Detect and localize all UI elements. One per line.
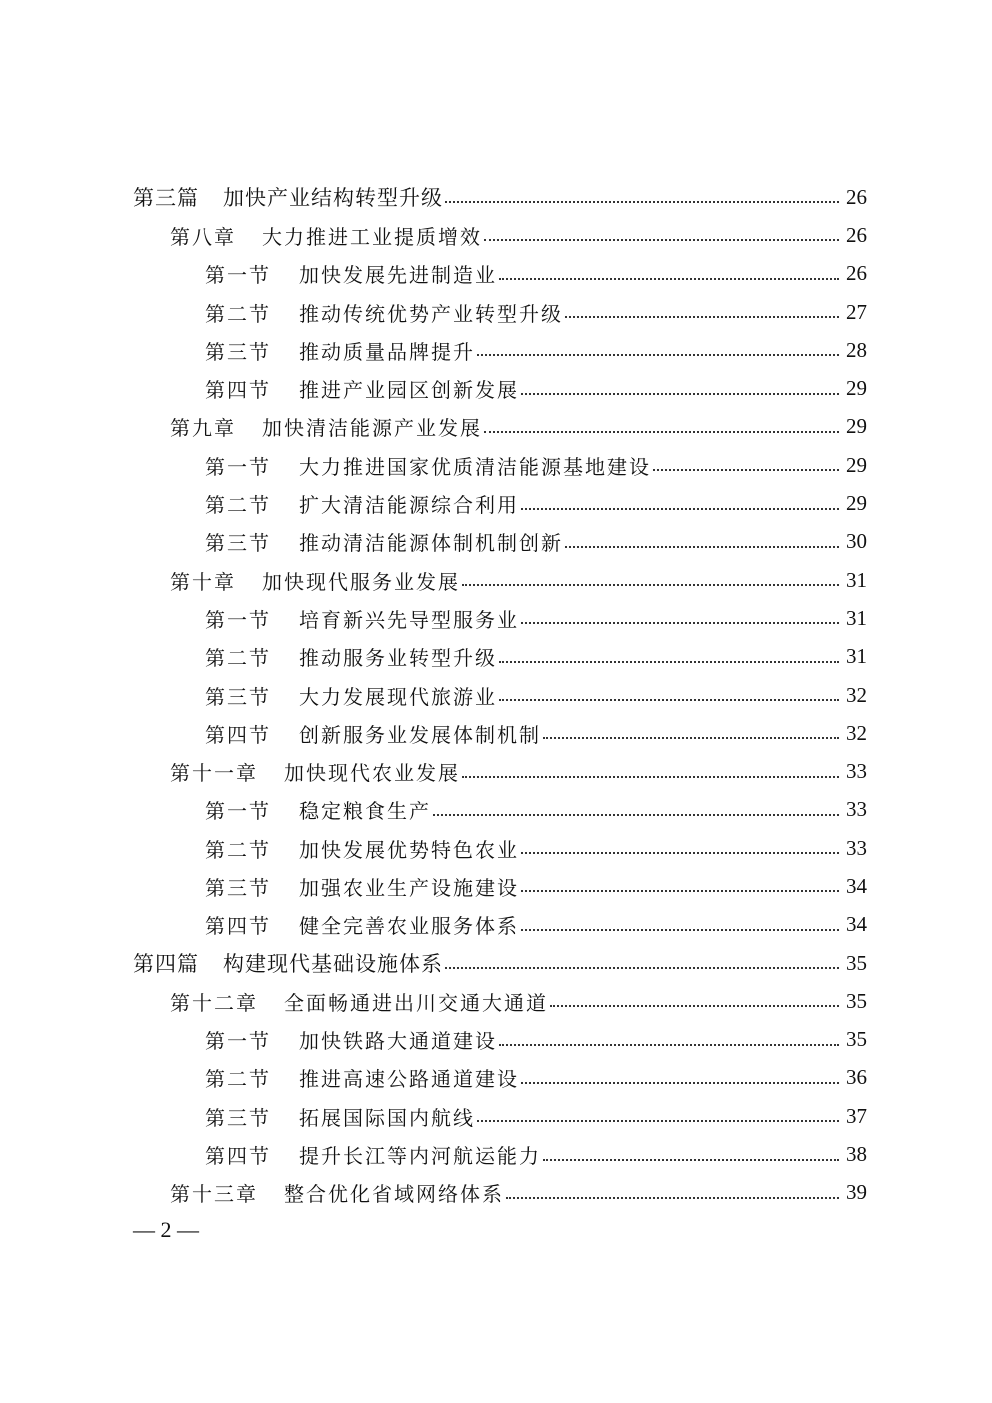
toc-section[interactable] xyxy=(0,638,992,676)
toc-entry-page: 28 xyxy=(846,337,867,362)
toc-entry-title: 推动清洁能源体制机制创新 xyxy=(299,531,563,556)
toc-entry-page: 31 xyxy=(846,605,867,630)
toc-section[interactable] xyxy=(0,331,992,369)
toc-entry-title: 加快现代服务业发展 xyxy=(262,569,460,594)
toc-entry-title: 加快发展先进制造业 xyxy=(299,263,497,288)
toc-entry-title: 推动传统优势产业转型升级 xyxy=(299,301,563,326)
dot-leader xyxy=(521,890,839,892)
toc-entry-page: 26 xyxy=(846,261,867,286)
dot-leader xyxy=(521,508,839,510)
toc-entry-title: 加强农业生产设施建设 xyxy=(299,875,519,900)
toc-entry-number: 第一节 xyxy=(205,263,271,288)
toc-entry-number: 第一节 xyxy=(205,1029,271,1054)
dot-leader xyxy=(543,737,839,739)
dot-leader xyxy=(550,1005,839,1007)
dot-leader xyxy=(484,431,839,433)
toc-entry-number: 第十章 xyxy=(170,569,236,594)
toc-entry-title: 推进高速公路通道建设 xyxy=(299,1067,519,1092)
toc-entry-number: 第四节 xyxy=(205,1144,271,1169)
toc-section[interactable] xyxy=(0,1059,992,1097)
toc-entry-title: 推进产业园区创新发展 xyxy=(299,378,519,403)
toc-entry-title: 加快清洁能源产业发展 xyxy=(262,416,482,441)
toc-section[interactable] xyxy=(0,1135,992,1173)
toc-entry-page: 31 xyxy=(846,644,867,669)
dot-leader xyxy=(521,929,839,931)
toc-chapter-8[interactable] xyxy=(0,216,992,254)
dot-leader xyxy=(477,1120,839,1122)
toc-entry-number: 第三节 xyxy=(205,531,271,556)
toc-entry-page: 32 xyxy=(846,682,867,707)
toc-entry-page: 35 xyxy=(846,950,867,975)
dot-leader xyxy=(445,967,839,969)
toc-entry-number: 第三篇 xyxy=(133,186,199,211)
toc-entry-number: 第三节 xyxy=(205,875,271,900)
toc-section[interactable] xyxy=(0,523,992,561)
toc-entry-title: 培育新兴先导型服务业 xyxy=(299,607,519,632)
toc-entry-page: 30 xyxy=(846,529,867,554)
toc-entry-page: 35 xyxy=(846,988,867,1013)
toc-entry-number: 第十三章 xyxy=(170,1182,258,1207)
page-number-footer: — 2 — xyxy=(133,1217,199,1242)
dot-leader xyxy=(462,776,839,778)
toc-entry-title: 拓展国际国内航线 xyxy=(299,1105,475,1130)
toc-entry-title: 大力发展现代旅游业 xyxy=(299,684,497,709)
toc-entry-title: 整合优化省域网络体系 xyxy=(284,1182,504,1207)
toc-section[interactable] xyxy=(0,791,992,829)
toc-section[interactable] xyxy=(0,484,992,522)
toc-entry-number: 第二节 xyxy=(205,837,271,862)
toc-entry-number: 第三节 xyxy=(205,1105,271,1130)
dot-leader xyxy=(499,278,839,280)
dot-leader xyxy=(521,1082,839,1084)
toc-entry-page: 39 xyxy=(846,1180,867,1205)
toc-entry-number: 第二节 xyxy=(205,646,271,671)
toc-section[interactable] xyxy=(0,1021,992,1059)
toc-entry-number: 第十一章 xyxy=(170,761,258,786)
dot-leader xyxy=(565,316,839,318)
toc-section[interactable] xyxy=(0,446,992,484)
toc-entry-title: 加快现代农业发展 xyxy=(284,761,460,786)
toc-entry-title: 加快发展优势特色农业 xyxy=(299,837,519,862)
dot-leader xyxy=(484,239,839,241)
dot-leader xyxy=(543,1159,839,1161)
toc-entry-title: 稳定粮食生产 xyxy=(299,799,431,824)
toc-entry-title: 加快产业结构转型升级 xyxy=(223,186,443,211)
toc-entry-page: 27 xyxy=(846,299,867,324)
dot-leader xyxy=(499,1044,839,1046)
toc-entry-page: 26 xyxy=(846,222,867,247)
toc-entry-page: 35 xyxy=(846,1027,867,1052)
dot-leader xyxy=(433,814,839,816)
toc-entry-page: 38 xyxy=(846,1142,867,1167)
toc-section[interactable] xyxy=(0,714,992,752)
toc-entry-page: 29 xyxy=(846,452,867,477)
toc-entry-page: 29 xyxy=(846,491,867,516)
toc-section[interactable] xyxy=(0,293,992,331)
toc-entry-page: 29 xyxy=(846,376,867,401)
toc-entry-number: 第四节 xyxy=(205,378,271,403)
toc-section[interactable] xyxy=(0,906,992,944)
toc-entry-page: 37 xyxy=(846,1103,867,1128)
dot-leader xyxy=(477,354,839,356)
dot-leader xyxy=(506,1197,839,1199)
toc-entry-page: 29 xyxy=(846,414,867,439)
toc-chapter-11[interactable] xyxy=(0,752,992,790)
toc-part-3[interactable] xyxy=(0,178,992,216)
toc-entry-page: 26 xyxy=(846,184,867,209)
toc-chapter-13[interactable] xyxy=(0,1174,992,1212)
toc-section[interactable] xyxy=(0,829,992,867)
toc-entry-title: 大力推进工业提质增效 xyxy=(262,224,482,249)
toc-entry-page: 34 xyxy=(846,873,867,898)
toc-entry-number: 第三节 xyxy=(205,684,271,709)
toc-section[interactable] xyxy=(0,1097,992,1135)
dot-leader xyxy=(499,661,839,663)
toc-entry-page: 33 xyxy=(846,759,867,784)
toc-entry-title: 构建现代基础设施体系 xyxy=(223,952,443,977)
toc-entry-title: 加快铁路大通道建设 xyxy=(299,1029,497,1054)
toc-entry-page: 33 xyxy=(846,797,867,822)
toc-chapter-10[interactable] xyxy=(0,561,992,599)
toc-entry-number: 第一节 xyxy=(205,607,271,632)
toc-section[interactable] xyxy=(0,255,992,293)
toc-entry-page: 36 xyxy=(846,1065,867,1090)
toc-section[interactable] xyxy=(0,867,992,905)
toc-entry-title: 提升长江等内河航运能力 xyxy=(299,1144,541,1169)
toc-chapter-12[interactable] xyxy=(0,982,992,1020)
table-of-contents xyxy=(0,178,992,1212)
toc-entry-title: 扩大清洁能源综合利用 xyxy=(299,493,519,518)
toc-entry-number: 第二节 xyxy=(205,301,271,326)
dot-leader xyxy=(521,852,839,854)
toc-entry-number: 第四节 xyxy=(205,914,271,939)
toc-entry-page: 31 xyxy=(846,567,867,592)
dot-leader xyxy=(499,699,839,701)
toc-part-4[interactable] xyxy=(0,944,992,982)
toc-section[interactable] xyxy=(0,369,992,407)
dot-leader xyxy=(653,469,839,471)
toc-entry-number: 第四节 xyxy=(205,722,271,747)
toc-section[interactable] xyxy=(0,599,992,637)
toc-entry-page: 32 xyxy=(846,720,867,745)
toc-section[interactable] xyxy=(0,676,992,714)
toc-entry-title: 推动服务业转型升级 xyxy=(299,646,497,671)
toc-entry-number: 第一节 xyxy=(205,454,271,479)
dot-leader xyxy=(445,201,839,203)
dot-leader xyxy=(565,546,839,548)
toc-entry-page: 33 xyxy=(846,835,867,860)
toc-entry-title: 全面畅通进出川交通大通道 xyxy=(284,990,548,1015)
toc-entry-page: 34 xyxy=(846,912,867,937)
toc-chapter-9[interactable] xyxy=(0,408,992,446)
dot-leader xyxy=(521,622,839,624)
toc-entry-title: 推动质量品牌提升 xyxy=(299,339,475,364)
toc-entry-title: 健全完善农业服务体系 xyxy=(299,914,519,939)
toc-entry-number: 第十二章 xyxy=(170,990,258,1015)
toc-entry-title: 创新服务业发展体制机制 xyxy=(299,722,541,747)
toc-entry-number: 第九章 xyxy=(170,416,236,441)
dot-leader xyxy=(521,393,839,395)
toc-entry-number: 第四篇 xyxy=(133,952,199,977)
toc-entry-number: 第一节 xyxy=(205,799,271,824)
toc-entry-number: 第三节 xyxy=(205,339,271,364)
toc-entry-title: 大力推进国家优质清洁能源基地建设 xyxy=(299,454,651,479)
toc-entry-number: 第二节 xyxy=(205,493,271,518)
toc-entry-number: 第八章 xyxy=(170,224,236,249)
dot-leader xyxy=(462,584,839,586)
toc-entry-number: 第二节 xyxy=(205,1067,271,1092)
